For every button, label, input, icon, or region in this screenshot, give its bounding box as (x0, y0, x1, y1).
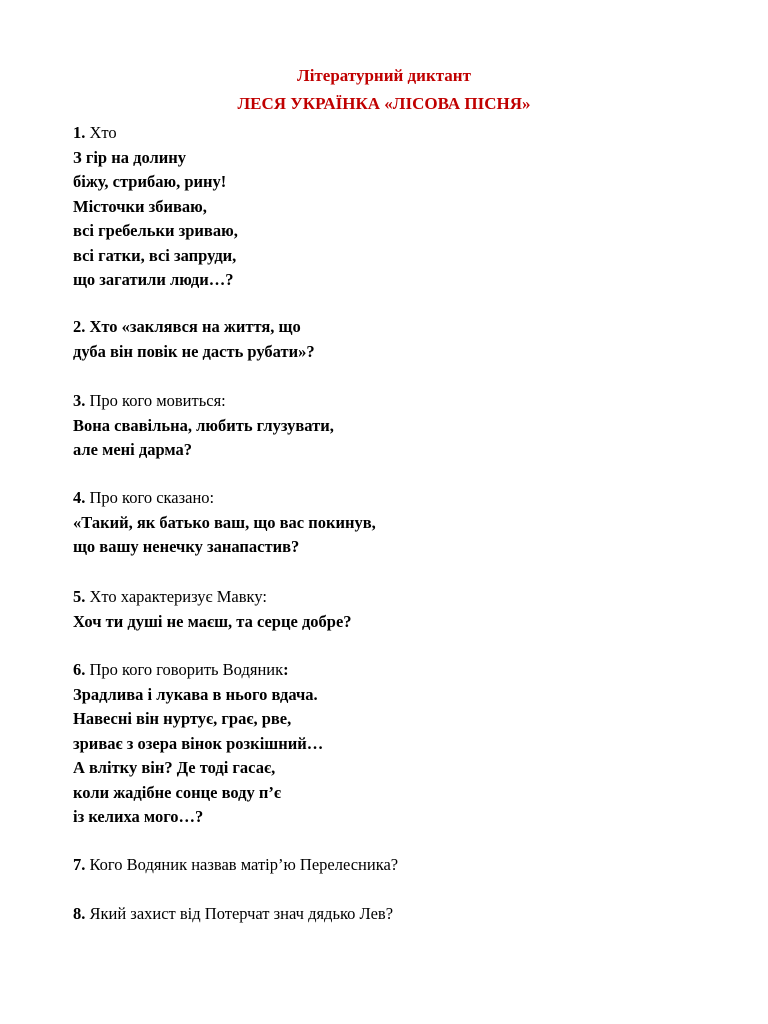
question-number: 7. (73, 855, 86, 874)
question-number: 6. (73, 660, 86, 679)
quote-line: Зрадлива і лукава в нього вдача. (73, 684, 318, 704)
question-7 (73, 853, 713, 878)
quote-line: Навесні він нуртує, грає, рве, (73, 709, 292, 728)
quote-line: але мені дарма? (73, 440, 193, 459)
quote-line: що загатили люди…? (73, 270, 234, 289)
quote-line: із келиха мого…? (73, 807, 204, 826)
question-prompt: Кого Водяник назвав матір’ю Перелесника? (85, 855, 399, 874)
question-prompt-colon: : (283, 660, 289, 679)
question-prompt: Хто характеризує Мавку: (85, 587, 267, 606)
document-subtitle: ЛЕСЯ УКРАЇНКА «ЛІСОВА ПІСНЯ» (237, 94, 531, 113)
question-4 (73, 486, 713, 560)
quote-line: зриває з озера вінок розкішний… (73, 733, 324, 753)
question-prompt: Хто (85, 123, 117, 142)
quote-line: коли жадібне сонце воду п’є (73, 782, 282, 802)
question-8 (73, 902, 713, 927)
question-number: 4. (73, 488, 86, 507)
quote-line: біжу, стрибаю, рину! (73, 172, 227, 191)
quote-line: А влітку він? Де тоді гасає, (73, 758, 276, 777)
question-prompt: Який захист від Потерчат знач дядько Лев? (85, 904, 394, 923)
question-number: 8. (73, 904, 86, 923)
question-6 (73, 658, 713, 830)
question-3 (73, 389, 713, 463)
quote-line: З гір на долину (73, 147, 186, 167)
question-prompt: Хто «заклявся на життя, що (85, 317, 301, 336)
question-5 (73, 585, 713, 634)
quote-line: «Такий, як батько ваш, що вас покинув, (73, 512, 376, 532)
question-number: 3. (73, 391, 86, 410)
question-number: 2. (73, 317, 86, 336)
question-prompt: Про кого сказано: (85, 488, 215, 507)
quote-line: всі гатки, всі запруди, (73, 245, 237, 265)
quote-line: що вашу ненечку занапастив? (73, 537, 300, 556)
question-prompt: Про кого мовиться: (85, 391, 226, 410)
question-prompt: Про кого говорить Водяник (85, 660, 284, 679)
document-title: Літературний диктант (297, 66, 471, 85)
quote-line: дуба він повік не дасть рубати»? (73, 341, 315, 361)
question-1 (73, 121, 713, 293)
quote-line: всі гребельки зриваю, (73, 221, 238, 240)
question-2 (73, 315, 713, 364)
question-number: 5. (73, 587, 86, 606)
question-number: 1. (73, 123, 86, 142)
quote-line: Місточки збиваю, (73, 196, 207, 216)
quote-line: Хоч ти душі не маєш, та серце добре? (73, 611, 352, 631)
quote-line: Вона свавільна, любить глузувати, (73, 415, 334, 435)
